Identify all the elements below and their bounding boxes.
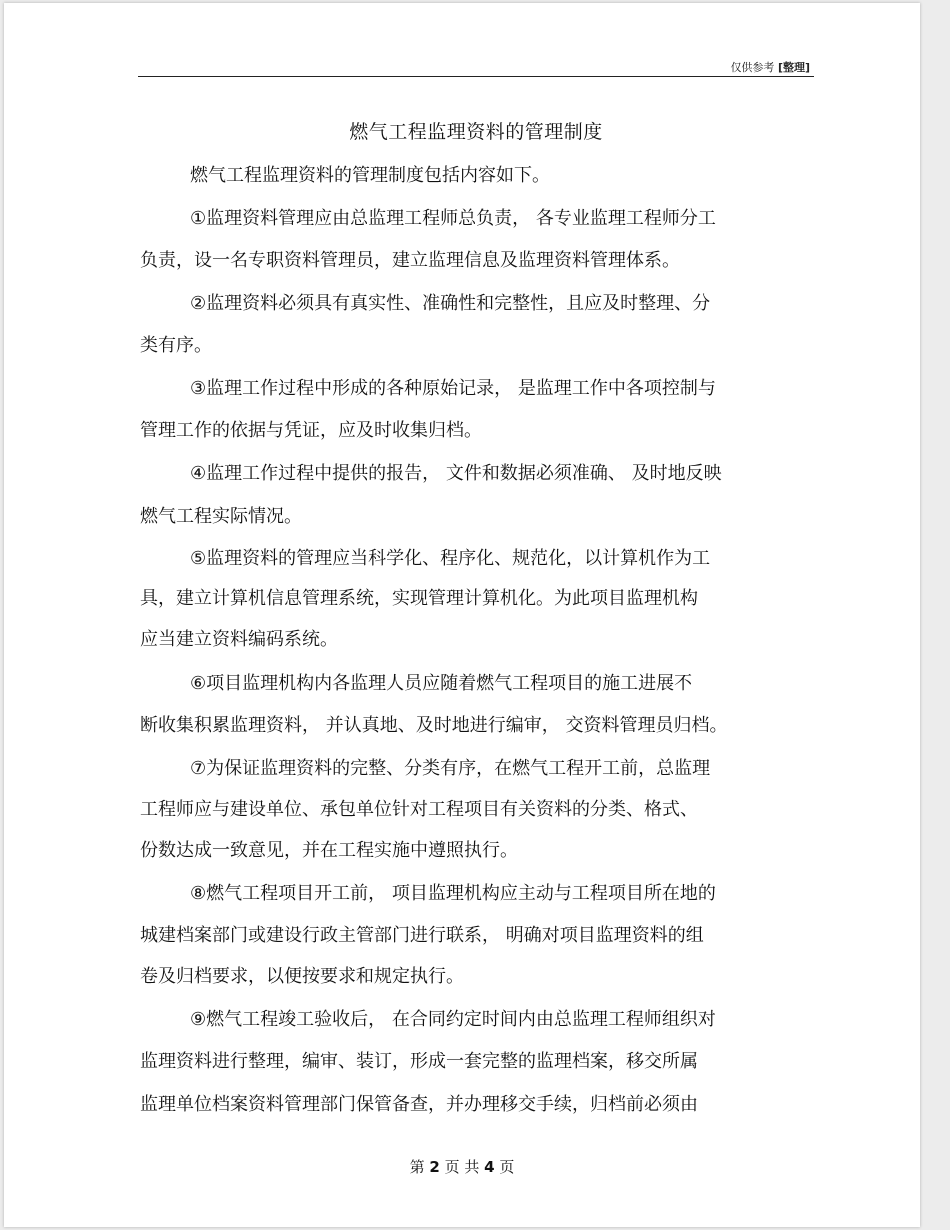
paragraph-4-line-1: ④监理工作过程中提供的报告， 文件和数据必须准确、 及时地反映 [190,463,722,484]
paragraph-3-line-2: 管理工作的依据与凭证，应及时收集归档。 [140,420,482,441]
paragraph-5-line-3: 应当建立资料编码系统。 [140,629,338,650]
paragraph-9-line-1: ⑨燃气工程竣工验收后， 在合同约定时间内由总监理工程师组织对 [190,1009,716,1030]
paragraph-intro: 燃气工程监理资料的管理制度包括内容如下。 [190,165,550,186]
paragraph-5-line-2: 具，建立计算机信息管理系统，实现管理计算机化。为此项目监理机构 [140,588,698,609]
paragraph-7-line-3: 份数达成一致意见，并在工程实施中遵照执行。 [140,840,518,861]
header-note [730,59,810,75]
paragraph-9-line-3: 监理单位档案资料管理部门保管备查，并办理移交手续，归档前必须由 [140,1094,698,1115]
paragraph-7-line-2: 工程师应与建设单位、承包单位针对工程项目有关资料的分类、格式、 [140,799,698,820]
paragraph-7-line-1: ⑦为保证监理资料的完整、分类有序，在燃气工程开工前，总监理 [190,758,711,779]
paragraph-9-line-2: 监理资料进行整理，编审、装订，形成一套完整的监理档案，移交所属 [140,1051,698,1072]
paragraph-5-line-1: ⑤监理资料的管理应当科学化、程序化、规范化，以计算机作为工 [190,548,711,569]
document-title: 燃气工程监理资料的管理制度 [349,121,603,143]
paragraph-2-line-1: ②监理资料必须具有真实性、准确性和完整性，且应及时整理、分 [190,293,711,314]
paragraph-1-line-2: 负责，设一名专职资料管理员，建立监理信息及监理资料管理体系。 [140,250,680,271]
footer-suffix: 页 [499,1158,515,1176]
footer-prefix: 第 [409,1158,425,1176]
header-tag: [整理] [777,61,810,74]
paragraph-1-line-1: ①监理资料管理应由总监理工程师总负责， 各专业监理工程师分工 [190,208,716,229]
paragraph-3-line-1: ③监理工作过程中形成的各种原始记录， 是监理工作中各项控制与 [190,378,716,399]
page-footer [4,1156,920,1177]
footer-mid: 页 共 [444,1158,480,1176]
paragraph-6-line-2: 断收集积累监理资料， 并认真地、及时地进行编审， 交资料管理员归档。 [140,715,728,736]
paragraph-8-line-2: 城建档案部门或建设行政主管部门进行联系， 明确对项目监理资料的组 [140,925,704,946]
paragraph-4-line-2: 燃气工程实际情况。 [140,506,302,527]
footer-page-total: 4 [484,1158,495,1176]
paragraph-6-line-1: ⑥项目监理机构内各监理人员应随着燃气工程项目的施工进展不 [190,673,693,694]
document-page [4,3,920,1227]
paragraph-8-line-3: 卷及归档要求，以便按要求和规定执行。 [140,966,464,987]
paragraph-2-line-2: 类有序。 [140,335,212,356]
footer-page-number: 2 [429,1158,440,1176]
header-rule [138,76,814,77]
header-note-text: 仅供参考 [730,61,775,74]
paragraph-8-line-1: ⑧燃气工程项目开工前， 项目监理机构应主动与工程项目所在地的 [190,883,716,904]
